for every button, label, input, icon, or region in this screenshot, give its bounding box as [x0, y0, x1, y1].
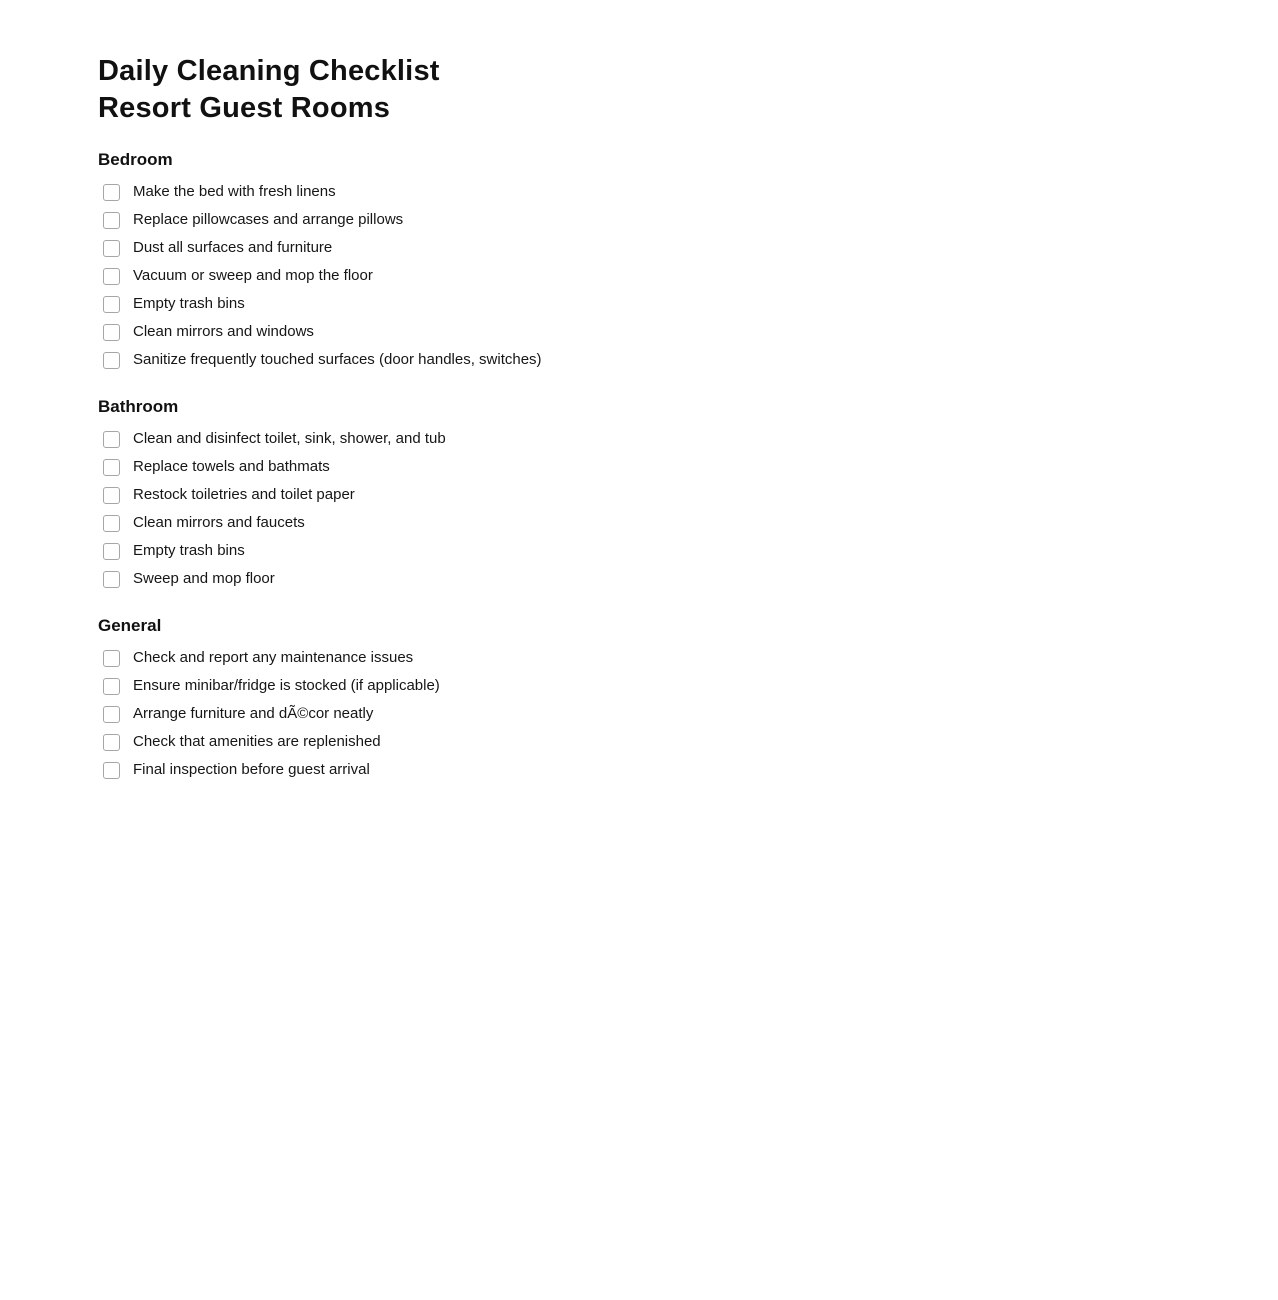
checkbox-unchecked[interactable] [103, 212, 120, 229]
checklist-item-label: Sanitize frequently touched surfaces (door handles, switches) [133, 351, 542, 368]
section-general [98, 616, 1238, 784]
checklist-item-label: Check that amenities are replenished [133, 733, 381, 750]
checkbox-unchecked[interactable] [103, 650, 120, 667]
checkbox-unchecked[interactable] [103, 184, 120, 201]
checklist-item[interactable] [98, 537, 1238, 565]
checkbox-unchecked[interactable] [103, 515, 120, 532]
checklist-item-label: Clean mirrors and faucets [133, 514, 305, 531]
page-title [98, 53, 1238, 127]
checklist-item[interactable] [98, 700, 1238, 728]
section-bathroom [98, 397, 1238, 593]
checklist-item[interactable] [98, 453, 1238, 481]
checklist-sections [98, 150, 1238, 784]
checklist-item[interactable] [98, 756, 1238, 784]
section-heading: Bathroom [98, 397, 179, 416]
checklist-item[interactable] [98, 234, 1238, 262]
checklist-item-label: Arrange furniture and dÃ©cor neatly [133, 705, 374, 722]
page-title-line-2: Resort Guest Rooms [98, 92, 391, 124]
checkbox-unchecked[interactable] [103, 459, 120, 476]
checklist-item-label: Final inspection before guest arrival [133, 761, 370, 778]
checklist-item[interactable] [98, 318, 1238, 346]
checklist-item[interactable] [98, 346, 1238, 374]
checkbox-unchecked[interactable] [103, 352, 120, 369]
checklist-item[interactable] [98, 178, 1238, 206]
checkbox-unchecked[interactable] [103, 762, 120, 779]
checklist-item[interactable] [98, 644, 1238, 672]
page-title-line-1: Daily Cleaning Checklist [98, 55, 440, 87]
checklist-item-label: Clean and disinfect toilet, sink, shower, and tub [133, 430, 446, 447]
checklist-item[interactable] [98, 509, 1238, 537]
checklist-item-label: Check and report any maintenance issues [133, 649, 414, 666]
checklist-item[interactable] [98, 481, 1238, 509]
checklist-item[interactable] [98, 425, 1238, 453]
checkbox-unchecked[interactable] [103, 296, 120, 313]
checkbox-unchecked[interactable] [103, 487, 120, 504]
checkbox-unchecked[interactable] [103, 431, 120, 448]
checkbox-unchecked[interactable] [103, 543, 120, 560]
checklist-item-label: Replace pillowcases and arrange pillows [133, 211, 404, 228]
checklist-item-label: Replace towels and bathmats [133, 458, 330, 475]
section-heading: Bedroom [98, 150, 173, 169]
checklist-item[interactable] [98, 672, 1238, 700]
checklist-item-label: Ensure minibar/fridge is stocked (if applicable) [133, 677, 440, 694]
checklist-item-label: Clean mirrors and windows [133, 323, 314, 340]
checklist-item-label: Sweep and mop floor [133, 570, 275, 587]
checkbox-unchecked[interactable] [103, 268, 120, 285]
checklist-item[interactable] [98, 206, 1238, 234]
checklist-item-label: Empty trash bins [133, 295, 245, 312]
checkbox-unchecked[interactable] [103, 734, 120, 751]
checklist-item[interactable] [98, 728, 1238, 756]
section-heading: General [98, 616, 162, 635]
section-bedroom [98, 150, 1238, 374]
checklist-item-label: Restock toiletries and toilet paper [133, 486, 355, 503]
checkbox-unchecked[interactable] [103, 678, 120, 695]
checkbox-unchecked[interactable] [103, 240, 120, 257]
checklist-item-label: Dust all surfaces and furniture [133, 239, 333, 256]
checklist-item[interactable] [98, 565, 1238, 593]
checkbox-unchecked[interactable] [103, 324, 120, 341]
checklist-item[interactable] [98, 290, 1238, 318]
checklist-item-label: Empty trash bins [133, 542, 245, 559]
checklist-item[interactable] [98, 262, 1238, 290]
checkbox-unchecked[interactable] [103, 571, 120, 588]
checklist-item-label: Vacuum or sweep and mop the floor [133, 267, 373, 284]
checkbox-unchecked[interactable] [103, 706, 120, 723]
checklist-item-label: Make the bed with fresh linens [133, 183, 336, 200]
